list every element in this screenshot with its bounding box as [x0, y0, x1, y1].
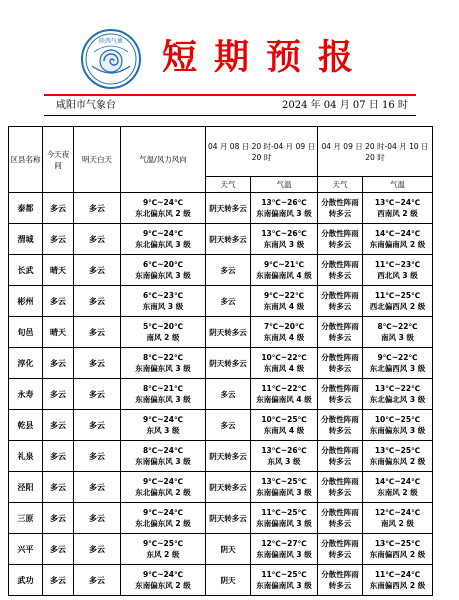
- header-period-1: 04 月 08 日 20 时-04 月 09 日 20 时: [206, 127, 318, 177]
- period2-temp-cell: [363, 193, 433, 224]
- wind: 东南风 4 级: [263, 426, 305, 435]
- tonight-weather: 多云: [43, 534, 74, 565]
- county-name: 彬州: [9, 286, 43, 317]
- temperature: 13℃~26℃: [261, 198, 307, 207]
- temp-wind-cell: [121, 193, 206, 224]
- period2-temp-cell: [363, 472, 433, 503]
- wind: 东北偏北风 3 级: [369, 395, 426, 404]
- period1-temp-cell: [251, 224, 318, 255]
- period1-weather: 阴天: [206, 534, 251, 565]
- wind: 东风 3 级: [267, 457, 301, 466]
- table-row: [9, 441, 433, 472]
- header-tomorrow: 明天白天: [74, 127, 121, 193]
- temp-wind-cell: [121, 410, 206, 441]
- svg-text:陕西气象: 陕西气象: [98, 38, 124, 45]
- temperature: 6℃~23℃: [142, 291, 184, 300]
- wind: 东南偏南风 2 级: [369, 240, 426, 249]
- wind: 西北风 3 级: [377, 271, 418, 280]
- county-name: 礼泉: [9, 441, 43, 472]
- table-row: [9, 317, 433, 348]
- period2-weather: 分散性阵雨转多云: [318, 534, 363, 565]
- period1-weather: 多云: [206, 379, 251, 410]
- period2-weather: 分散性阵雨转多云: [318, 565, 363, 596]
- period2-temp-cell: [363, 348, 433, 379]
- period1-weather: 阴天转多云: [206, 503, 251, 534]
- tomorrow-weather: 多云: [74, 565, 121, 596]
- county-name: 永寿: [9, 379, 43, 410]
- period2-temp-cell: [363, 441, 433, 472]
- tonight-weather: 多云: [43, 193, 74, 224]
- wind: 东北偏东风 3 级: [135, 240, 191, 249]
- period2-weather: 分散性阵雨转多云: [318, 410, 363, 441]
- period1-weather: 阴天转多云: [206, 317, 251, 348]
- header-period-2: 04 月 09 日 20 时-04 月 10 日 20 时: [318, 127, 433, 177]
- wind: 东南风 4 级: [263, 302, 305, 311]
- table-row: [9, 224, 433, 255]
- wind: 南风 3 级: [381, 333, 414, 342]
- period1-temp-cell: [251, 503, 318, 534]
- county-name: 乾县: [9, 410, 43, 441]
- wind: 东南偏东风 3 级: [135, 457, 191, 466]
- temperature: 9℃~22℃: [377, 353, 418, 362]
- temp-wind-cell: [121, 503, 206, 534]
- temperature: 13℃~25℃: [261, 477, 307, 486]
- wind: 东南偏东风 3 级: [135, 395, 191, 404]
- tomorrow-weather: 多云: [74, 193, 121, 224]
- temp-wind-cell: [121, 286, 206, 317]
- tonight-weather: 多云: [43, 348, 74, 379]
- wind: 东南偏西风 2 级: [369, 550, 426, 559]
- period2-temp-cell: [363, 379, 433, 410]
- table-row: [9, 410, 433, 441]
- temperature: 13℃~24℃: [374, 198, 421, 207]
- period1-weather: 阴天转多云: [206, 472, 251, 503]
- tomorrow-weather: 多云: [74, 441, 121, 472]
- wind: 东南偏南风 3 级: [256, 209, 312, 218]
- wind: 东南偏南风 3 级: [256, 550, 312, 559]
- period2-weather: 分散性阵雨转多云: [318, 193, 363, 224]
- county-name: 长武: [9, 255, 43, 286]
- temperature: 12℃~27℃: [261, 539, 307, 548]
- forecast-table: [8, 126, 433, 596]
- period1-temp-cell: [251, 193, 318, 224]
- wind: 东南偏东风 3 级: [135, 271, 191, 280]
- temperature: 8℃~22℃: [377, 322, 418, 331]
- wind: 东南偏西风 2 级: [369, 581, 426, 590]
- temp-wind-cell: [121, 441, 206, 472]
- wind: 南风 2 级: [146, 333, 180, 342]
- temperature: 9℃~25℃: [142, 539, 184, 548]
- period2-temp-cell: [363, 410, 433, 441]
- temp-wind-cell: [121, 317, 206, 348]
- header-temp-1: 气温: [251, 177, 318, 193]
- county-name: 兴平: [9, 534, 43, 565]
- temperature: 9℃~24℃: [142, 415, 184, 424]
- wind: 东南偏东风 2 级: [135, 581, 191, 590]
- header-weather-1: 天气: [206, 177, 251, 193]
- wind: 西北偏西风 2 级: [369, 302, 426, 311]
- wind: 东北偏东风 2 级: [135, 488, 191, 497]
- period2-weather: 分散性阵雨转多云: [318, 255, 363, 286]
- wind: 东南偏东风 3 级: [135, 364, 191, 373]
- temperature: 8℃~21℃: [142, 384, 184, 393]
- tonight-weather: 晴天: [43, 317, 74, 348]
- county-name: 泰都: [9, 193, 43, 224]
- period1-temp-cell: [251, 379, 318, 410]
- wind: 东南偏东风 2 级: [369, 457, 426, 466]
- temperature: 7℃~20℃: [263, 322, 305, 331]
- period2-temp-cell: [363, 317, 433, 348]
- tomorrow-weather: 多云: [74, 379, 121, 410]
- temp-wind-cell: [121, 348, 206, 379]
- temp-wind-cell: [121, 255, 206, 286]
- temperature: 13℃~26℃: [261, 446, 307, 455]
- temperature: 13℃~22℃: [374, 384, 421, 393]
- tonight-weather: 多云: [43, 410, 74, 441]
- county-name: 武功: [9, 565, 43, 596]
- county-name: 泾阳: [9, 472, 43, 503]
- period1-weather: 多云: [206, 410, 251, 441]
- wind: 东南偏东风 3 级: [369, 426, 426, 435]
- tonight-weather: 多云: [43, 224, 74, 255]
- wind: 东风 2 级: [146, 550, 180, 559]
- temp-wind-cell: [121, 472, 206, 503]
- wind: 东南风 3 级: [142, 302, 184, 311]
- period2-weather: 分散性阵雨转多云: [318, 441, 363, 472]
- period1-temp-cell: [251, 534, 318, 565]
- temperature: 8℃~24℃: [142, 446, 184, 455]
- tomorrow-weather: 多云: [74, 255, 121, 286]
- temperature: 9℃~24℃: [142, 570, 184, 579]
- county-name: 三原: [9, 503, 43, 534]
- header-temp-wind: 气温/风力风向: [121, 127, 206, 193]
- temperature: 10℃~25℃: [261, 415, 307, 424]
- temperature: 9℃~24℃: [142, 477, 184, 486]
- period1-temp-cell: [251, 255, 318, 286]
- wind: 东南偏南风 4 级: [256, 271, 312, 280]
- tomorrow-weather: 多云: [74, 317, 121, 348]
- temperature: 5℃~20℃: [142, 322, 184, 331]
- temperature: 11℃~25℃: [261, 570, 307, 579]
- tonight-weather: 多云: [43, 441, 74, 472]
- wind: 东南偏南风 3 级: [256, 581, 312, 590]
- table-row: [9, 379, 433, 410]
- period2-weather: 分散性阵雨转多云: [318, 379, 363, 410]
- table-row: [9, 286, 433, 317]
- period1-weather: 阴天: [206, 565, 251, 596]
- county-name: 渭城: [9, 224, 43, 255]
- wind: 东南风 2 级: [377, 488, 418, 497]
- temperature: 10℃~25℃: [374, 415, 421, 424]
- wind: 东北偏东风 2 级: [135, 519, 191, 528]
- temp-wind-cell: [121, 565, 206, 596]
- tonight-weather: 多云: [43, 286, 74, 317]
- county-name: 旬邑: [9, 317, 43, 348]
- tomorrow-weather: 多云: [74, 348, 121, 379]
- temperature: 12℃~24℃: [374, 508, 421, 517]
- temperature: 13℃~26℃: [261, 229, 307, 238]
- tonight-weather: 多云: [43, 565, 74, 596]
- period1-weather: 多云: [206, 255, 251, 286]
- table-row: [9, 255, 433, 286]
- wind: 东南偏南风 4 级: [256, 395, 312, 404]
- temperature: 6℃~20℃: [142, 260, 184, 269]
- header-temp-2: 气温: [363, 177, 433, 193]
- period2-weather: 分散性阵雨转多云: [318, 503, 363, 534]
- county-name: 淳化: [9, 348, 43, 379]
- period1-weather: 阴天转多云: [206, 224, 251, 255]
- tomorrow-weather: 多云: [74, 224, 121, 255]
- temperature: 9℃~24℃: [142, 508, 184, 517]
- period1-weather: 阴天转多云: [206, 348, 251, 379]
- temperature: 11℃~25℃: [374, 291, 421, 300]
- tomorrow-weather: 多云: [74, 286, 121, 317]
- table-row: [9, 503, 433, 534]
- period1-temp-cell: [251, 565, 318, 596]
- period2-weather: 分散性阵雨转多云: [318, 286, 363, 317]
- table-row: [9, 472, 433, 503]
- period1-temp-cell: [251, 348, 318, 379]
- table-row: [9, 193, 433, 224]
- temperature: 11℃~23℃: [374, 260, 421, 269]
- wind: 南风 2 级: [381, 519, 414, 528]
- temperature: 9℃~24℃: [142, 198, 184, 207]
- issue-time: 2024 年 04 月 07 日 16 时: [282, 100, 408, 111]
- temperature: 11℃~25℃: [261, 508, 307, 517]
- period2-weather: 分散性阵雨转多云: [318, 224, 363, 255]
- wind: 东南风 4 级: [263, 333, 305, 342]
- period2-temp-cell: [363, 286, 433, 317]
- title-divider: [44, 94, 416, 96]
- period1-weather: 多云: [206, 286, 251, 317]
- document-title: 短期预报: [162, 38, 371, 78]
- tonight-weather: 多云: [43, 379, 74, 410]
- temperature: 11℃~22℃: [261, 384, 307, 393]
- temp-wind-cell: [121, 379, 206, 410]
- wind: 东南风 3 级: [263, 240, 305, 249]
- period1-weather: 阴天转多云: [206, 193, 251, 224]
- header-weather-2: 天气: [318, 177, 363, 193]
- wind: 东南偏南风 3 级: [256, 519, 312, 528]
- header-county: 区县名称: [9, 127, 43, 193]
- temperature: 14℃~24℃: [374, 229, 421, 238]
- temperature: 9℃~24℃: [142, 229, 184, 238]
- period2-temp-cell: [363, 224, 433, 255]
- period2-temp-cell: [363, 503, 433, 534]
- wind: 东北偏西风 3 级: [369, 364, 426, 373]
- temperature: 14℃~24℃: [374, 477, 421, 486]
- period1-temp-cell: [251, 472, 318, 503]
- period1-temp-cell: [251, 317, 318, 348]
- tonight-weather: 多云: [43, 472, 74, 503]
- issuing-office: 咸阳市气象台: [56, 100, 116, 111]
- temperature: 11℃~24℃: [374, 570, 421, 579]
- temperature: 9℃~21℃: [263, 260, 305, 269]
- wind: 西南风 2 级: [377, 209, 418, 218]
- period2-temp-cell: [363, 534, 433, 565]
- tomorrow-weather: 多云: [74, 472, 121, 503]
- temperature: 9℃~22℃: [263, 291, 305, 300]
- table-row: [9, 348, 433, 379]
- tomorrow-weather: 多云: [74, 410, 121, 441]
- header-tonight: 今天夜间: [43, 127, 74, 193]
- tonight-weather: 晴天: [43, 255, 74, 286]
- period1-temp-cell: [251, 286, 318, 317]
- period1-weather: 阴天转多云: [206, 441, 251, 472]
- temperature: 10℃~22℃: [261, 353, 307, 362]
- period2-weather: 分散性阵雨转多云: [318, 348, 363, 379]
- period1-temp-cell: [251, 410, 318, 441]
- header-divider: [44, 115, 416, 116]
- wind: 东风 3 级: [146, 426, 180, 435]
- period2-temp-cell: [363, 565, 433, 596]
- period1-temp-cell: [251, 441, 318, 472]
- temp-wind-cell: [121, 224, 206, 255]
- tomorrow-weather: 多云: [74, 503, 121, 534]
- tomorrow-weather: 多云: [74, 534, 121, 565]
- meteorology-logo: [80, 28, 142, 90]
- temperature: 13℃~25℃: [374, 539, 421, 548]
- period2-temp-cell: [363, 255, 433, 286]
- wind: 东南风 4 级: [263, 364, 305, 373]
- wind: 东北偏东风 2 级: [135, 209, 191, 218]
- period2-weather: 分散性阵雨转多云: [318, 317, 363, 348]
- temp-wind-cell: [121, 534, 206, 565]
- temperature: 8℃~22℃: [142, 353, 184, 362]
- table-row: [9, 565, 433, 596]
- tonight-weather: 多云: [43, 503, 74, 534]
- temperature: 13℃~25℃: [374, 446, 421, 455]
- table-row: [9, 534, 433, 565]
- period2-weather: 分散性阵雨转多云: [318, 472, 363, 503]
- wind: 东南偏南风 3 级: [256, 488, 312, 497]
